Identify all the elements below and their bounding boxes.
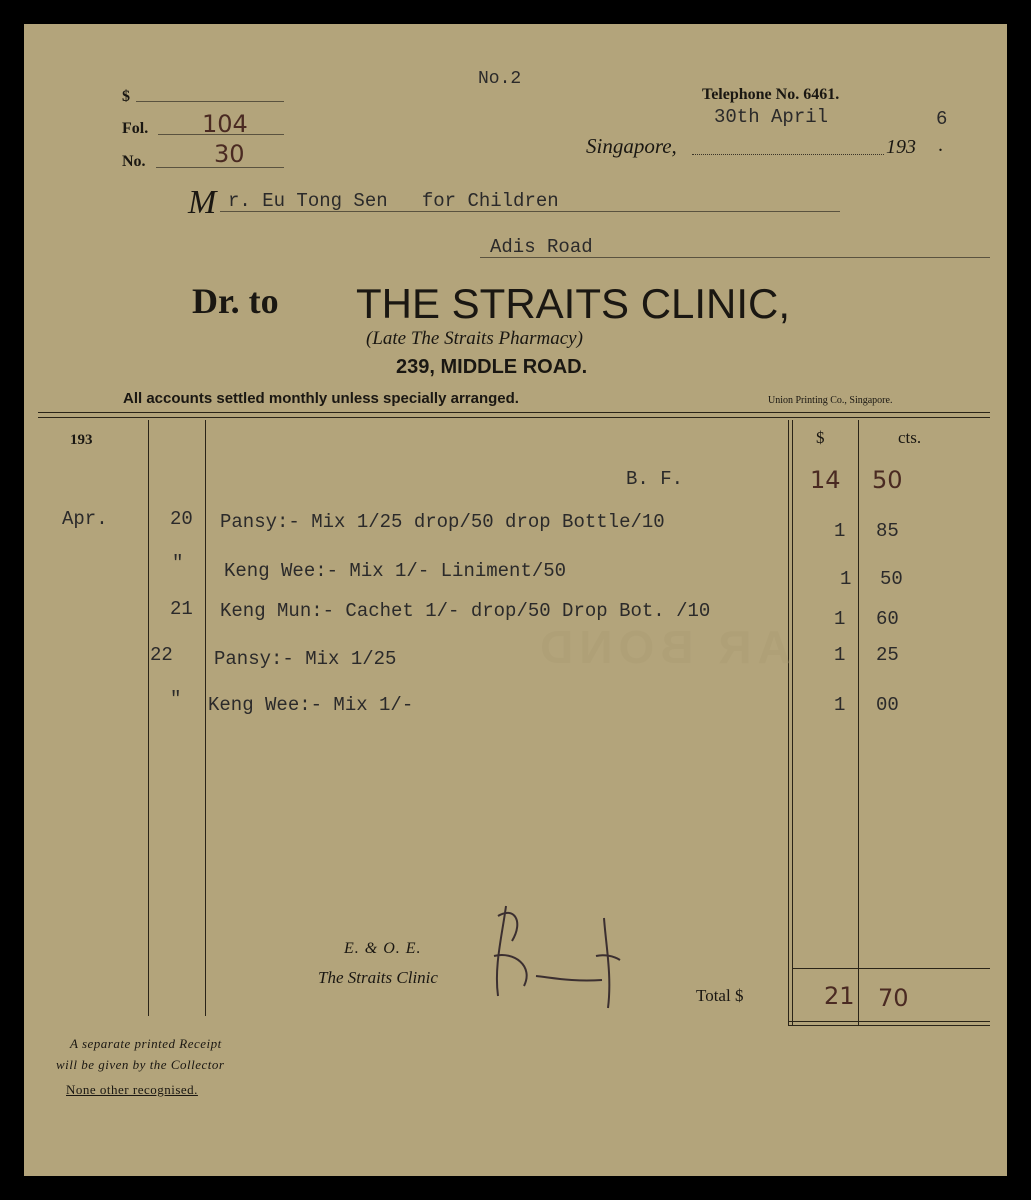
row-cents: 25 <box>876 644 899 666</box>
address-rule <box>480 257 990 258</box>
total-label: Total $ <box>696 986 744 1005</box>
total-dollars: 21 <box>824 982 855 1010</box>
firm-name: THE STRAITS CLINIC, <box>356 280 791 327</box>
row-day: 22 <box>150 644 173 666</box>
salutation: M <box>188 184 217 221</box>
table-top-rule-1 <box>38 412 990 413</box>
invoice-number: No.2 <box>478 69 522 89</box>
cents-header: cts. <box>898 428 922 447</box>
firm-address: 239, MIDDLE ROAD. <box>396 356 588 378</box>
dollar-rule <box>136 101 284 102</box>
receipt-note-line-2: will be given by the Collector <box>56 1057 225 1072</box>
brought-forward-cents: 50 <box>872 466 903 494</box>
row-dollars: 1 <box>834 520 846 542</box>
no-value: 30 <box>214 140 245 168</box>
row-description: Keng Wee:- Mix 1/- <box>208 694 414 716</box>
telephone: Telephone No. 6461. <box>702 86 840 103</box>
fol-value: 104 <box>202 110 248 138</box>
row-description: Keng Mun:- Cachet 1/- drop/50 Drop Bot. /10 <box>220 600 711 622</box>
desc-column-rule <box>205 420 206 1016</box>
table-top-rule-2 <box>38 417 990 418</box>
brought-forward-dollars: 14 <box>810 466 841 494</box>
handwritten-signature <box>484 896 644 1026</box>
row-month: Apr. <box>62 508 108 530</box>
total-bottom-rule-2 <box>788 1025 990 1026</box>
dr-to: Dr. to <box>192 281 279 321</box>
row-cents: 85 <box>876 520 899 542</box>
row-day: " <box>172 552 184 574</box>
receipt-note-line-1: A separate printed Receipt <box>70 1036 222 1051</box>
row-description: Pansy:- Mix 1/25 drop/50 drop Bottle/10 <box>220 511 665 533</box>
date-rule <box>692 154 884 155</box>
clinic-signature-line: The Straits Clinic <box>318 968 438 987</box>
row-cents: 00 <box>876 694 899 716</box>
invoice-paper <box>24 24 1007 1176</box>
no-label: No. <box>122 153 146 170</box>
day-column-rule <box>148 420 149 1016</box>
dollar-label: $ <box>122 88 130 105</box>
row-cents: 50 <box>880 568 903 590</box>
brought-forward-label: B. F. <box>626 468 684 490</box>
printer-credit: Union Printing Co., Singapore. <box>768 395 893 406</box>
customer-address: Adis Road <box>490 236 593 258</box>
cents-column-rule <box>858 420 859 1026</box>
fol-label: Fol. <box>122 120 149 137</box>
year-prefix: 193 <box>886 136 916 158</box>
row-dollars: 1 <box>834 644 846 666</box>
row-day: " <box>170 688 182 710</box>
customer-name: r. Eu Tong Sen for Children <box>228 190 559 212</box>
row-day: 20 <box>170 508 193 530</box>
dollars-header: $ <box>816 428 825 447</box>
date-typed: 30th April <box>714 106 829 128</box>
errors-omissions-excepted: E. & O. E. <box>344 940 422 957</box>
receipt-note-line-3: None other recognised. <box>66 1082 198 1097</box>
dollars-column-rule-1 <box>788 420 789 1026</box>
account-terms: All accounts settled monthly unless specially arranged. <box>123 390 519 407</box>
row-dollars: 1 <box>834 694 846 716</box>
row-dollars: 1 <box>840 568 852 590</box>
firm-late-name: (Late The Straits Pharmacy) <box>366 328 583 349</box>
year-header: 193 <box>70 432 93 448</box>
row-description: Pansy:- Mix 1/25 <box>214 648 397 670</box>
row-cents: 60 <box>876 608 899 630</box>
total-bottom-rule-1 <box>788 1021 990 1022</box>
row-description: Keng Wee:- Mix 1/- Liniment/50 <box>224 560 567 582</box>
row-dollars: 1 <box>834 608 846 630</box>
total-cents: 70 <box>878 984 909 1012</box>
row-day: 21 <box>170 598 193 620</box>
dollars-column-rule-2 <box>792 420 793 1026</box>
year-dot: . <box>938 134 943 156</box>
place: Singapore, <box>586 134 677 158</box>
watermark: AR BOND <box>534 621 791 673</box>
year-digit: 6 <box>936 108 948 130</box>
customer-rule <box>220 211 840 212</box>
total-top-rule <box>792 968 990 969</box>
